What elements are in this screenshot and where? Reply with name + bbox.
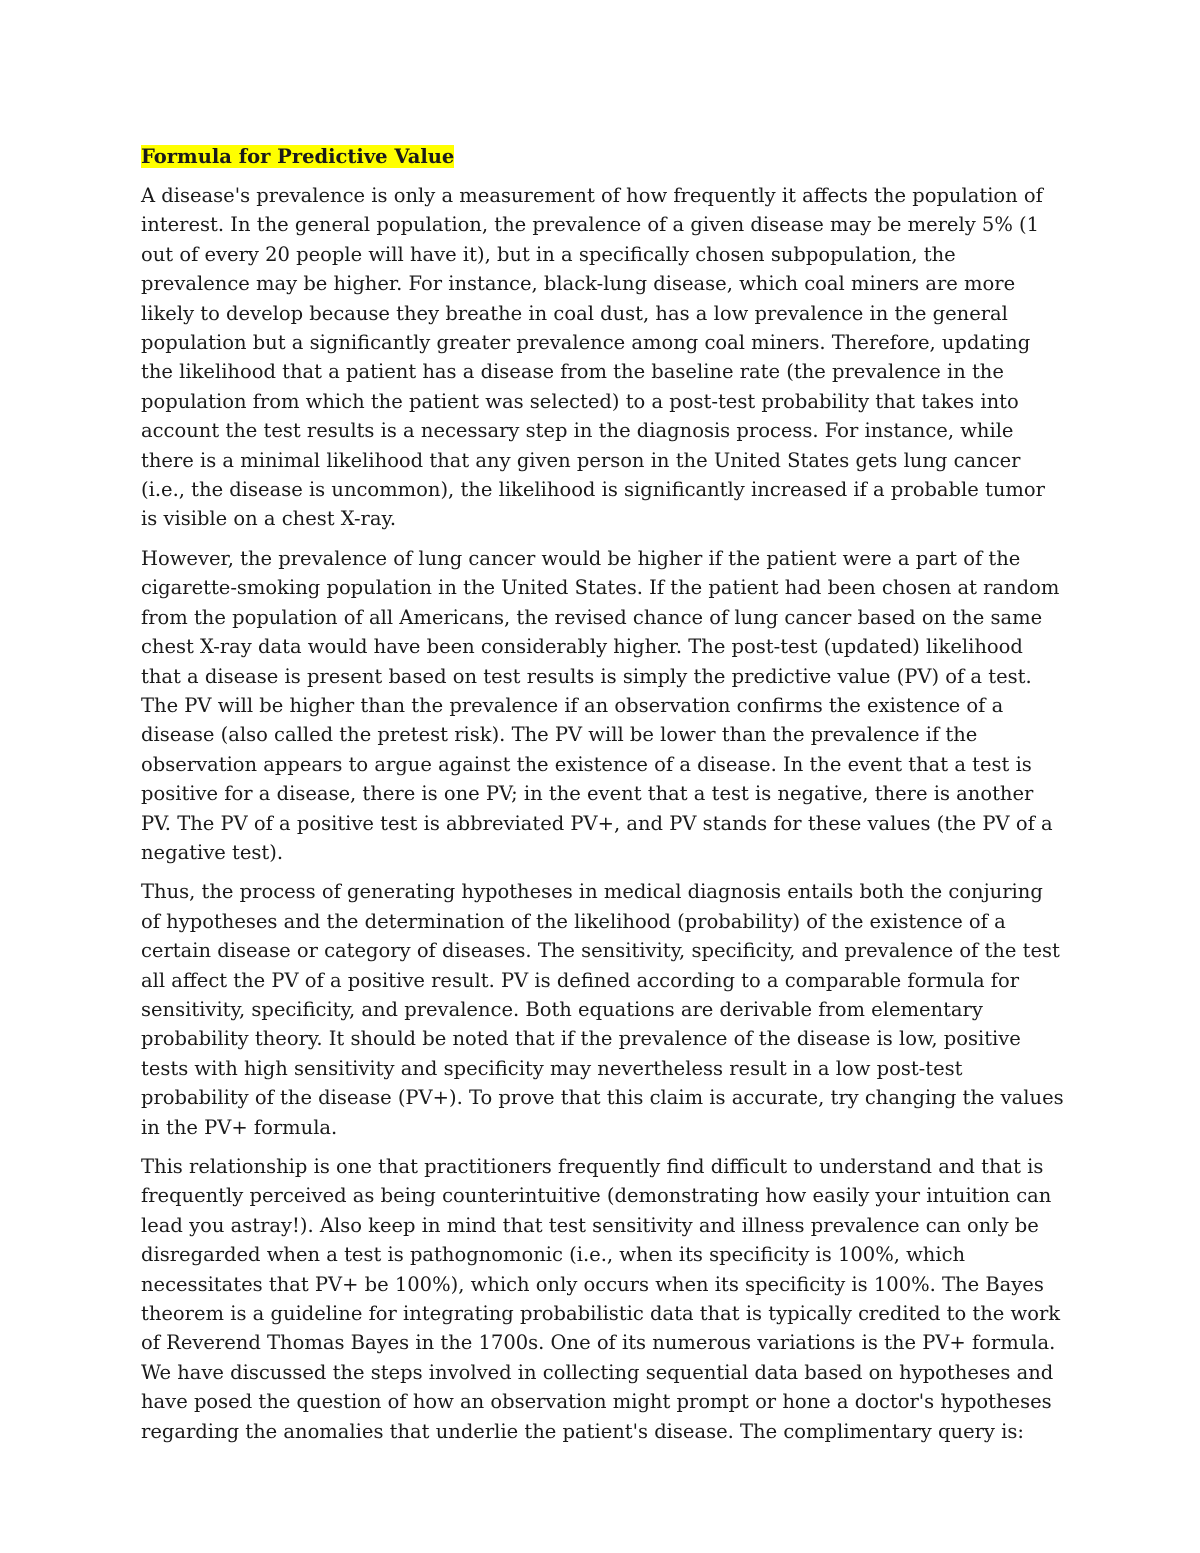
- document-page: [141, 142, 1066, 1456]
- paragraph-2: However, the prevalence of lung cancer would be higher if the patient were a part of the cigarette-smoking population in the United States. If the patient had been chosen at random from the population of all Americans, the revised chance of lung cancer based on the same chest X-ray data would have been considerably higher. The post-test (updated) likelihood that a disease is present based on test results is simply the predictive value (PV) of a test. The PV will be higher than the prevalence if an observation confirms the existence of a disease (also called the pretest risk). The PV will be lower than the prevalence if the observation appears to argue against the existence of a disease. In the event that a test is positive for a disease, there is one PV; in the event that a test is negative, there is another PV. The PV of a positive test is abbreviated PV+, and PV stands for these values (the PV of a negative test).: [141, 546, 1060, 864]
- paragraph-4: This relationship is one that practitioners frequently find difficult to understand and that is frequently perceived as being counterintuitive (demonstrating how easily your intuition can lead you astray!). Also keep in mind that test sensitivity and illness prevalence can only be disregarded when a test is pathognomonic (i.e., when its specificity is 100%, which necessitates that PV+ be 100%), which only occurs when its specificity is 100%. The Bayes theorem is a guideline for integrating probabilistic data that is typically credited to the work of Reverend Thomas Bayes in the 1700s. One of its numerous variations is the PV+ formula. We have discussed the steps involved in collecting sequential data based on hypotheses and have posed the question of how an observation might prompt or hone a doctor's hypotheses regarding the anomalies that underlie the patient's disease. The complimentary query is:: [141, 1155, 1061, 1443]
- paragraph-3: Thus, the process of generating hypotheses in medical diagnosis entails both the conjuring of hypotheses and the determination of the likelihood (probability) of the existence of a certain disease or category of diseases. The sensitivity, specificity, and prevalence of the test all affect the PV of a positive result. PV is defined according to a comparable formula for sensitivity, specificity, and prevalence. Both equations are derivable from elementary probability theory. It should be noted that if the prevalence of the disease is low, positive tests with high sensitivity and specificity may nevertheless result in a low post-test probability of the disease (PV+). To prove that this claim is accurate, try changing the values in the PV+ formula.: [141, 880, 1064, 1139]
- title-highlight: Formula for Predictive Value: [141, 145, 455, 168]
- paragraph-1: A disease's prevalence is only a measurement of how frequently it affects the population of interest. In the general population, the prevalence of a given disease may be merely 5% (1 out of every 20 people will have it), but in a specifically chosen subpopulation, the prevalence may be higher. For instance, black-lung disease, which coal miners are more likely to develop because they breathe in coal dust, has a low prevalence in the general population but a significantly greater prevalence among coal miners. Therefore, updating the likelihood that a patient has a disease from the baseline rate (the prevalence in the population from which the patient was selected) to a post-test probability that takes into account the test results is a necessary step in the diagnosis process. For instance, while there is a minimal likelihood that any given person in the United States gets lung cancer (i.e., the disease is uncommon), the likelihood is significantly increased if a probable tumor is visible on a chest X-ray.: [141, 184, 1045, 531]
- document-title: [141, 142, 1066, 171]
